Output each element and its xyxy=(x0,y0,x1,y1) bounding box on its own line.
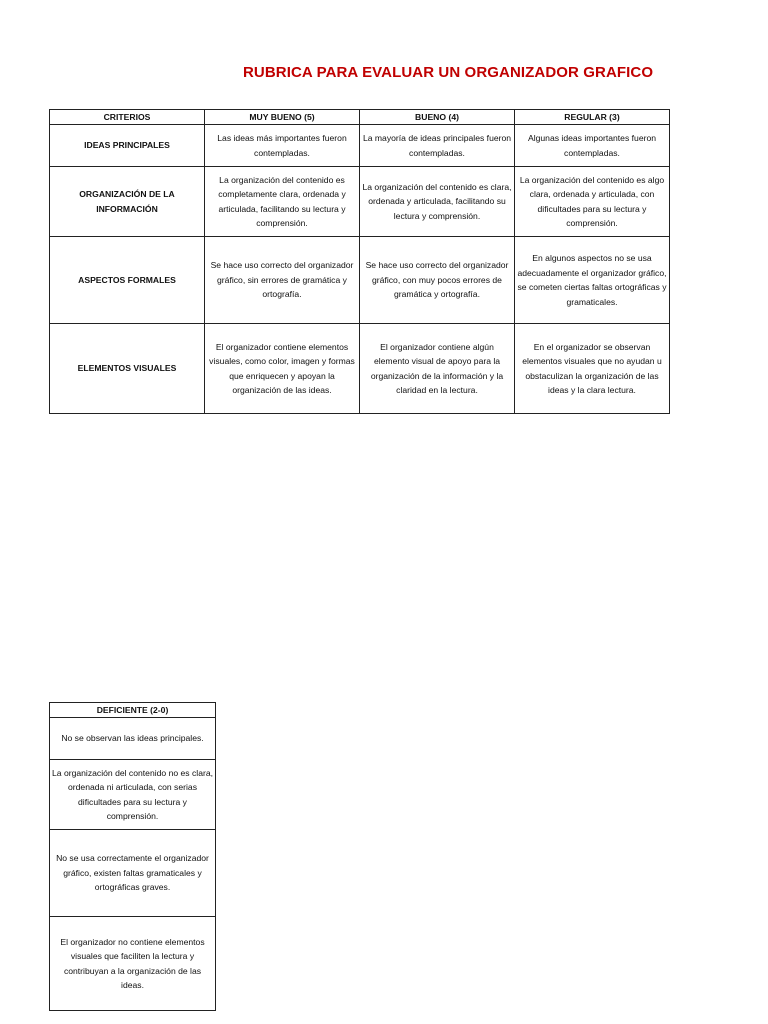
rubric-table xyxy=(49,109,670,414)
rubric-cell: El organizador no contiene elementos visuales que faciliten la lectura y contribuyan a la organización de las ideas. xyxy=(50,917,216,1011)
rubric-cell: La organización del contenido no es clara, ordenada ni articulada, con serias dificultades para su lectura y comprensión. xyxy=(50,760,216,830)
table-row xyxy=(50,324,670,414)
rubric-cell: Algunas ideas importantes fueron contempladas. xyxy=(515,125,670,167)
rubric-cell: Se hace uso correcto del organizador gráfico, con muy pocos errores de gramática y ortografía. xyxy=(360,237,515,324)
rubric-cell: La organización del contenido es clara, ordenada y articulada, facilitando su lectura y comprensión. xyxy=(360,167,515,237)
header-regular: REGULAR (3) xyxy=(515,110,670,125)
header-bueno: BUENO (4) xyxy=(360,110,515,125)
table-row xyxy=(50,237,670,324)
rubric-cell: El organizador contiene algún elemento visual de apoyo para la organización de la información y la claridad en la lectura. xyxy=(360,324,515,414)
rubric-cell: No se observan las ideas principales. xyxy=(50,718,216,760)
rubric-cell: En algunos aspectos no se usa adecuadamente el organizador gráfico, se cometen ciertas faltas ortográficas y gramaticales. xyxy=(515,237,670,324)
rubric-cell: La organización del contenido es completamente clara, ordenada y articulada, facilitando su lectura y comprensión. xyxy=(205,167,360,237)
table-row xyxy=(50,760,216,830)
table-row xyxy=(50,167,670,237)
rubric-cell: No se usa correctamente el organizador gráfico, existen faltas gramaticales y ortográficas graves. xyxy=(50,830,216,917)
criterion-cell: ASPECTOS FORMALES xyxy=(50,237,205,324)
header-criterios: CRITERIOS xyxy=(50,110,205,125)
rubric-cell: Se hace uso correcto del organizador gráfico, sin errores de gramática y ortografía. xyxy=(205,237,360,324)
header-row xyxy=(50,703,216,718)
table-row xyxy=(50,917,216,1011)
header-deficiente: DEFICIENTE (2-0) xyxy=(50,703,216,718)
rubric-cell: La organización del contenido es algo clara, ordenada y articulada, con dificultades para su lectura y comprensión. xyxy=(515,167,670,237)
criterion-cell: ELEMENTOS VISUALES xyxy=(50,324,205,414)
criterion-cell: ORGANIZACIÓN DE LA INFORMACIÓN xyxy=(50,167,205,237)
rubric-cell: La mayoría de ideas principales fueron contempladas. xyxy=(360,125,515,167)
rubric-cell: En el organizador se observan elementos visuales que no ayudan u obstaculizan la organización de las ideas y la clara lectura. xyxy=(515,324,670,414)
header-row xyxy=(50,110,670,125)
rubric-cell: El organizador contiene elementos visuales, como color, imagen y formas que enriquecen y apoyan la organización de las ideas. xyxy=(205,324,360,414)
table-row xyxy=(50,125,670,167)
header-muy-bueno: MUY BUENO (5) xyxy=(205,110,360,125)
table-row xyxy=(50,718,216,760)
criterion-cell: IDEAS PRINCIPALES xyxy=(50,125,205,167)
deficiente-table xyxy=(49,702,216,1011)
table-row xyxy=(50,830,216,917)
document-title: RUBRICA PARA EVALUAR UN ORGANIZADOR GRAFICO xyxy=(243,64,654,81)
rubric-cell: Las ideas más importantes fueron contempladas. xyxy=(205,125,360,167)
